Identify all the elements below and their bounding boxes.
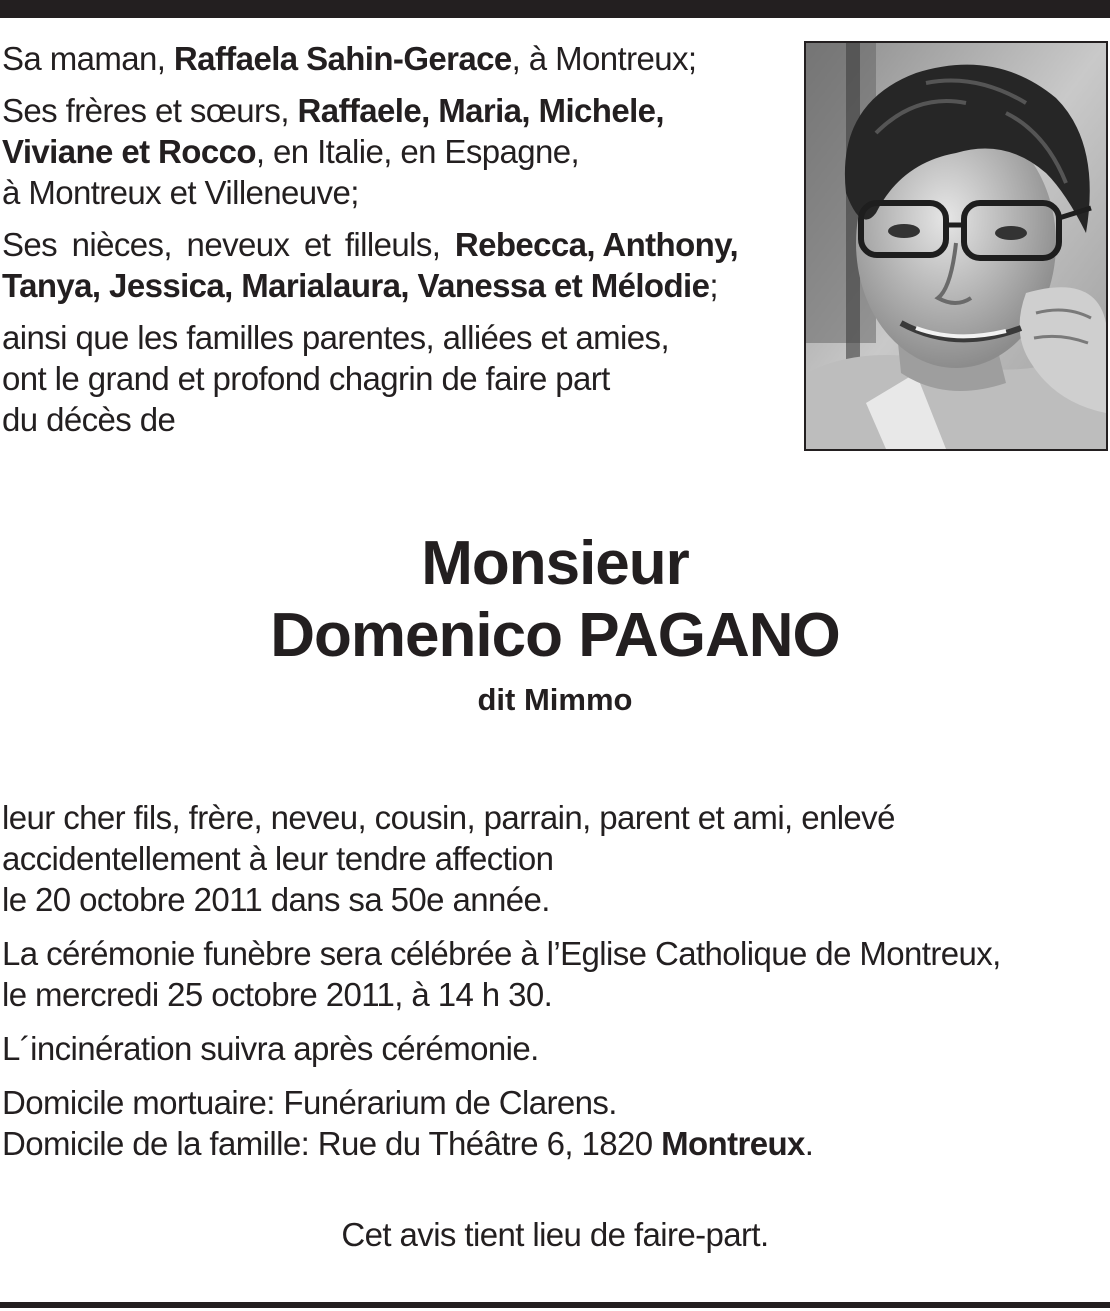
relation-line-1: leur cher fils, frère, neveu, cousin, parrain, parent et ami, enlevé <box>2 799 895 836</box>
families-paragraph <box>2 317 792 440</box>
ceremony-paragraph <box>2 933 1102 1015</box>
closing-note: Cet avis tient lieu de faire-part. <box>341 1216 769 1253</box>
siblings-names-1: Raffaele, Maria, Michele, <box>297 92 664 129</box>
relation-line-2: accidentellement à leur tendre affection <box>2 840 554 877</box>
siblings-paragraph <box>2 90 792 213</box>
ceremony-line-1: La cérémonie funèbre sera célébrée à l’Eglise Catholique de Montreux, <box>2 935 1001 972</box>
ceremony-line-2: le mercredi 25 octobre 2011, à 14 h 30. <box>2 976 553 1013</box>
portrait-image <box>806 43 1106 449</box>
mortuary-address: Domicile mortuaire: Funérarium de Clarens. <box>2 1084 617 1121</box>
families-line-1: ainsi que les familles parentes, alliées et amies, <box>2 319 670 356</box>
deceased-nickname: dit Mimmo <box>477 682 633 717</box>
family-home-prefix: Domicile de la famille: Rue du Théâtre 6, 1820 <box>2 1125 662 1162</box>
top-rule <box>0 0 1110 18</box>
families-line-3: du décès de <box>2 401 176 438</box>
siblings-suffix: , en Italie, en Espagne, <box>255 133 580 170</box>
deceased-title <box>0 528 1110 720</box>
bottom-rule <box>0 1302 1110 1308</box>
notice-details <box>2 797 1102 1177</box>
relation-line-3: le 20 octobre 2011 dans sa 50e année. <box>2 881 550 918</box>
relation-paragraph <box>2 797 1102 920</box>
siblings-prefix: Ses frères et sœurs, <box>2 92 298 129</box>
family-home-suffix: . <box>804 1125 814 1162</box>
cremation-line: L´incinération suivra après cérémonie. <box>2 1030 539 1067</box>
mother-name: Raffaela Sahin-Gerace <box>173 40 512 77</box>
mother-prefix: Sa maman, <box>2 40 174 77</box>
family-home-city: Montreux <box>661 1125 805 1162</box>
nieces-prefix: Ses nièces, neveux et filleuls, <box>2 226 455 263</box>
siblings-names-2: Viviane et Rocco <box>2 133 256 170</box>
nieces-suffix: ; <box>709 267 718 304</box>
siblings-places: à Montreux et Villeneuve; <box>2 174 359 211</box>
nieces-names-1: Rebecca, Anthony, <box>454 226 739 263</box>
nieces-paragraph <box>2 224 792 306</box>
deceased-name: Domenico PAGANO <box>270 601 840 670</box>
nieces-names-2: Tanya, Jessica, Marialaura, Vanessa et Mélodie <box>2 267 710 304</box>
honorific: Monsieur <box>421 529 689 598</box>
families-line-2: ont le grand et profond chagrin de faire part <box>2 360 610 397</box>
family-announcement <box>2 38 792 451</box>
mother-suffix: , à Montreux; <box>511 40 697 77</box>
mother-line <box>2 38 792 79</box>
portrait-photo <box>804 41 1108 451</box>
addresses-paragraph <box>2 1082 1102 1164</box>
